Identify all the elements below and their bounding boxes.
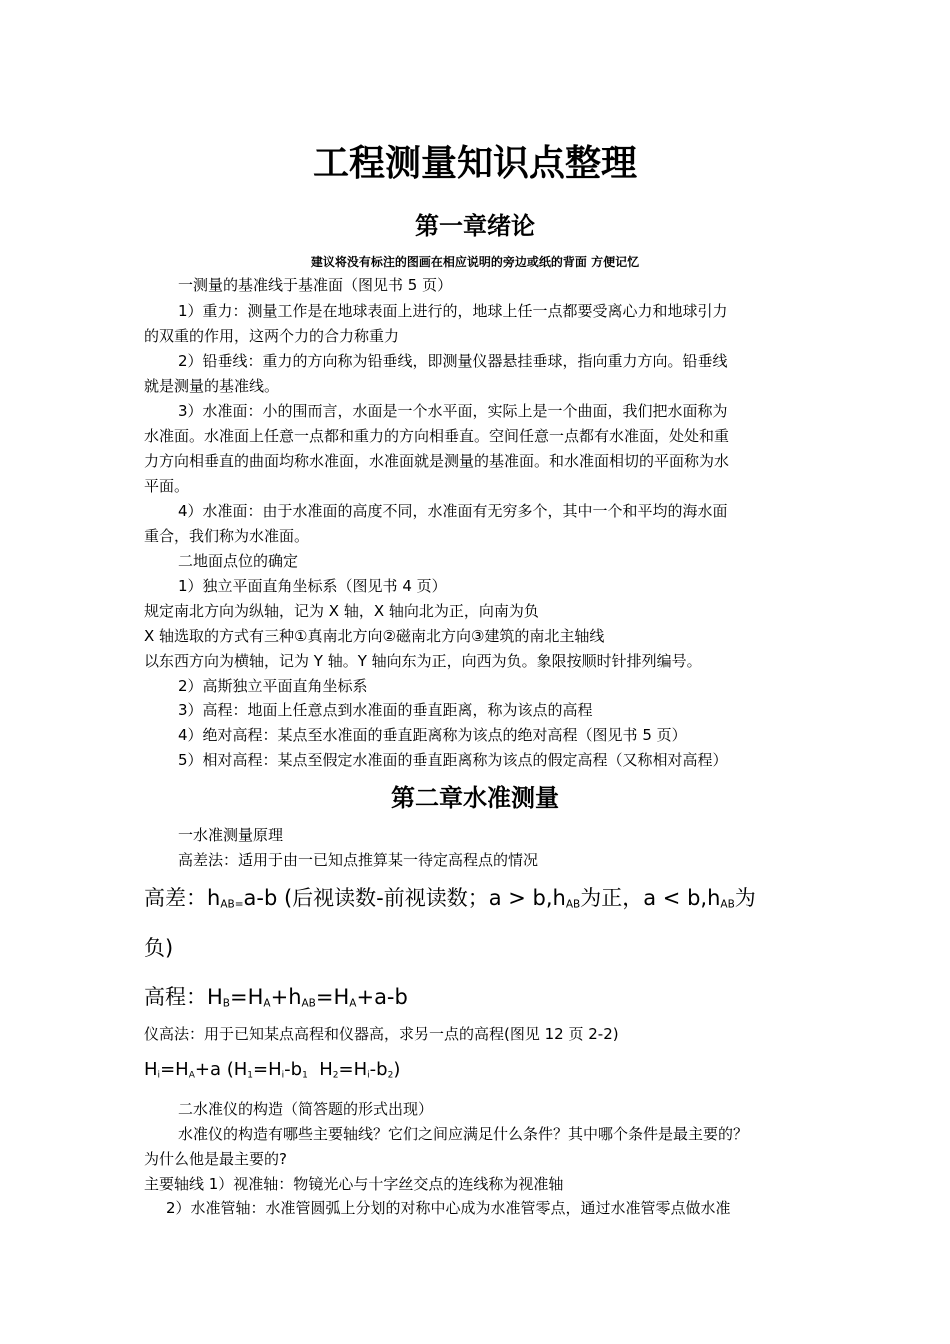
ch2-line: 主要轴线 1）视准轴：物镜光心与十字丝交点的连线称为视准轴 [144, 1175, 564, 1193]
ch2-line: 二水准仪的构造（简答题的形式出现） [178, 1100, 434, 1118]
ch1-line: 1）重力：测量工作是在地球表面上进行的，地球上任一点都要受离心力和地球引力 [178, 302, 728, 320]
ch1-line: 就是测量的基准线。 [144, 377, 280, 395]
chapter2-heading: 第二章水准测量 [391, 784, 559, 812]
ch1-line: 3）水准面：小的围而言，水面是一个水平面，实际上是一个曲面，我们把水面称为 [178, 402, 728, 420]
formula-yigao: $H_i=H_A+a$ ($H_1=H_i-b_1$ $H_2=H_i-b_2$) [144, 1059, 401, 1081]
formula-gaocha: 高差：$h_{AB=}a-b$ (后视读数-前视读数；$a > b,h_{AB}$为正，$a < b,h_{AB}$为 [144, 886, 756, 911]
ch1-line: X 轴选取的方式有三种①真南北方向②磁南北方向③建筑的南北主轴线 [144, 627, 605, 645]
yigaofa-line: 仪高法：用于已知某点高程和仪器高，求另一点的高程(图见 12 页 2-2) [144, 1025, 619, 1043]
ch1-line: 1）独立平面直角坐标系（图见书 4 页） [178, 577, 447, 595]
ch1-line: 一测量的基准线于基准面（图见书 5 页） [178, 276, 453, 294]
ch2-line: 高差法：适用于由一已知点推算某一待定高程点的情况 [178, 851, 539, 869]
chapter1-note: 建议将没有标注的图画在相应说明的旁边或纸的背面 方便记忆 [310, 255, 640, 269]
ch1-line: 4）绝对高程：某点至水准面的垂直距离称为该点的绝对高程（图见书 5 页） [178, 726, 687, 744]
ch1-line: 的双重的作用，这两个力的合力称重力 [144, 327, 400, 345]
ch1-line: 4）水准面：由于水准面的高度不同，水准面有无穷多个，其中一个和平均的海水面 [178, 502, 728, 520]
formula-gaocheng: 高程：$H_B=H_A+h_{AB}=H_A+a-b$ [144, 985, 408, 1010]
ch2-line: 为什么他是最主要的? [144, 1150, 287, 1168]
ch1-line: 2）高斯独立平面直角坐标系 [178, 677, 368, 695]
chapter1-heading: 第一章绪论 [415, 212, 535, 240]
ch1-line: 平面。 [144, 477, 190, 495]
ch2-line: 2）水准管轴：水准管圆弧上分划的对称中心成为水准管零点，通过水准管零点做水准 [166, 1199, 731, 1217]
ch2-line: 一水准测量原理 [178, 826, 284, 844]
ch1-line: 水准面。水准面上任意一点都和重力的方向相垂直。空间任意一点都有水准面，处处和重 [144, 427, 730, 445]
ch2-line: 水准仪的构造有哪些主要轴线？它们之间应满足什么条件？其中哪个条件是最主要的？ [178, 1125, 749, 1143]
ch1-line: 3）高程：地面上任意点到水准面的垂直距离，称为该点的高程 [178, 701, 593, 719]
ch1-line: 以东西方向为横轴，记为 Y 轴。Y 轴向东为正，向西为负。象限按顺时针排列编号。 [144, 652, 702, 670]
ch1-line: 二地面点位的确定 [178, 552, 299, 570]
ch1-line: 2）铅垂线：重力的方向称为铅垂线，即测量仪器悬挂垂球，指向重力方向。铅垂线 [178, 352, 728, 370]
ch1-line: 规定南北方向为纵轴，记为 X 轴，X 轴向北为正，向南为负 [144, 602, 539, 620]
ch1-line: 力方向相垂直的曲面均称水准面，水准面就是测量的基准面。和水准面相切的平面称为水 [144, 452, 730, 470]
formula-gaocha-line2: 负) [144, 936, 174, 960]
ch1-line: 5）相对高程：某点至假定水准面的垂直距离称为该点的假定高程（又称相对高程） [178, 751, 728, 769]
document-title: 工程测量知识点整理 [312, 143, 637, 184]
ch1-line: 重合，我们称为水准面。 [144, 527, 310, 545]
